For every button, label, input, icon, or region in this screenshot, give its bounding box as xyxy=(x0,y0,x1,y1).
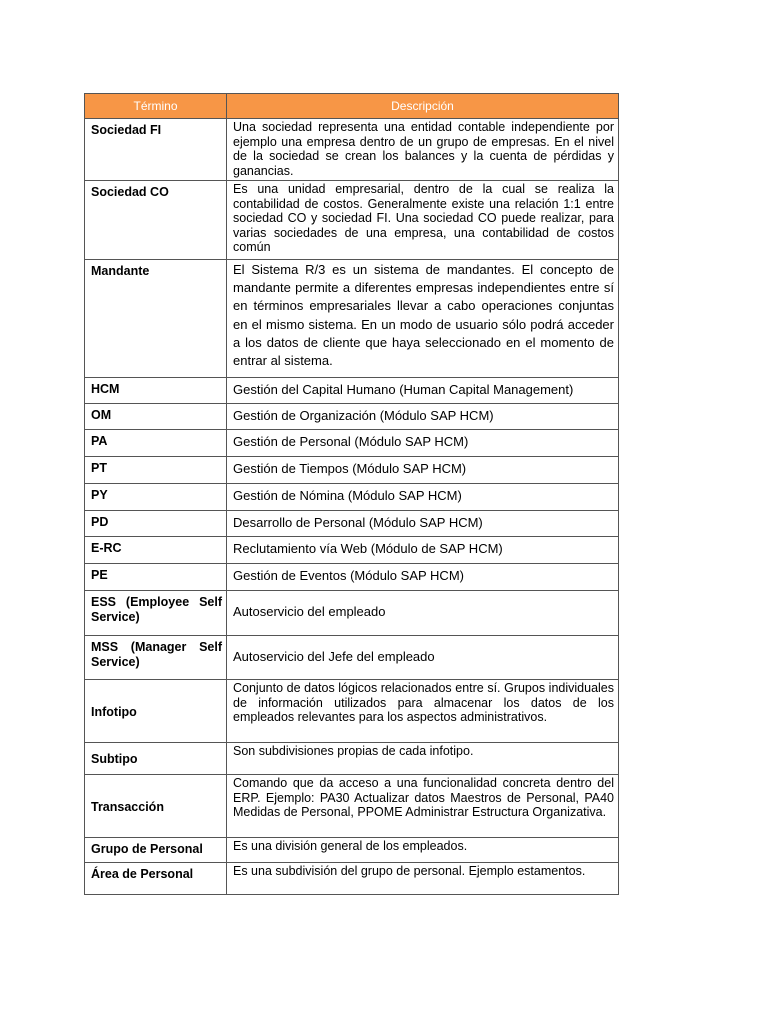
description-cell: Gestión de Personal (Módulo SAP HCM) xyxy=(227,430,619,457)
term-cell: PA xyxy=(85,430,227,457)
table-row xyxy=(85,564,619,591)
table-header-row xyxy=(85,94,619,119)
table-row xyxy=(85,181,619,260)
term-cell: PD xyxy=(85,511,227,537)
table-row xyxy=(85,863,619,895)
term-cell: Subtipo xyxy=(85,743,227,775)
table-row xyxy=(85,378,619,404)
table-row xyxy=(85,680,619,743)
description-cell: Comando que da acceso a una funcionalidad concreta dentro del ERP. Ejemplo: PA30 Actualizar datos Maestros de Personal, PA40 Medidas de Personal, PPOME Administrar Estructura Organizativa. xyxy=(227,775,619,838)
description-cell: Conjunto de datos lógicos relacionados entre sí. Grupos individuales de información utilizados para almacenar los datos de los empleados relevantes para los aspectos administrativos. xyxy=(227,680,619,743)
term-cell: Sociedad FI xyxy=(85,119,227,181)
glossary-table xyxy=(84,93,619,895)
term-cell: ESS (Employee Self Service) xyxy=(85,591,227,636)
description-cell: Es una unidad empresarial, dentro de la cual se realiza la contabilidad de costos. Generalmente existe una relación 1:1 entre sociedad CO y sociedad FI. Una sociedad CO puede realizar, para varias sociedades de una empresa, una contabilidad de costos común xyxy=(227,181,619,260)
description-cell: Autoservicio del empleado xyxy=(227,591,619,636)
term-cell: Grupo de Personal xyxy=(85,838,227,863)
table-row xyxy=(85,119,619,181)
table-row xyxy=(85,457,619,484)
description-cell: Desarrollo de Personal (Módulo SAP HCM) xyxy=(227,511,619,537)
description-cell: Gestión de Organización (Módulo SAP HCM) xyxy=(227,404,619,430)
description-cell: Gestión de Nómina (Módulo SAP HCM) xyxy=(227,484,619,511)
description-cell: Es una división general de los empleados. xyxy=(227,838,619,863)
table-row xyxy=(85,743,619,775)
description-cell: Autoservicio del Jefe del empleado xyxy=(227,636,619,680)
description-cell: Es una subdivisión del grupo de personal. Ejemplo estamentos. xyxy=(227,863,619,895)
description-cell: El Sistema R/3 es un sistema de mandantes. El concepto de mandante permite a diferentes empresas independientes entre sí en términos empresariales llevar a cabo operaciones conjuntas en el mismo sistema. En un modo de usuario sólo podrá acceder a los datos de cliente que haya seleccionado en el momento de entrar al sistema. xyxy=(227,260,619,378)
description-cell: Son subdivisiones propias de cada infotipo. xyxy=(227,743,619,775)
table-row xyxy=(85,511,619,537)
description-cell: Gestión de Tiempos (Módulo SAP HCM) xyxy=(227,457,619,484)
term-cell: OM xyxy=(85,404,227,430)
term-cell: PT xyxy=(85,457,227,484)
term-cell: PY xyxy=(85,484,227,511)
term-column-header: Término xyxy=(85,94,227,119)
term-cell: E-RC xyxy=(85,537,227,564)
table-row xyxy=(85,404,619,430)
description-cell: Gestión del Capital Humano (Human Capital Management) xyxy=(227,378,619,404)
description-cell: Una sociedad representa una entidad contable independiente por ejemplo una empresa dentro de un grupo de empresas. En el nivel de la sociedad se crean los balances y la cuenta de pérdidas y ganancias. xyxy=(227,119,619,181)
table-row xyxy=(85,636,619,680)
term-cell: Transacción xyxy=(85,775,227,838)
table-row xyxy=(85,260,619,378)
table-row xyxy=(85,484,619,511)
table-row xyxy=(85,838,619,863)
description-cell: Reclutamiento vía Web (Módulo de SAP HCM) xyxy=(227,537,619,564)
table-row xyxy=(85,775,619,838)
term-cell: Mandante xyxy=(85,260,227,378)
term-cell: Infotipo xyxy=(85,680,227,743)
term-cell: MSS (Manager Self Service) xyxy=(85,636,227,680)
table-row xyxy=(85,430,619,457)
description-column-header: Descripción xyxy=(227,94,619,119)
term-cell: PE xyxy=(85,564,227,591)
table-row xyxy=(85,537,619,564)
description-cell: Gestión de Eventos (Módulo SAP HCM) xyxy=(227,564,619,591)
table-row xyxy=(85,591,619,636)
term-cell: HCM xyxy=(85,378,227,404)
term-cell: Área de Personal xyxy=(85,863,227,895)
term-cell: Sociedad CO xyxy=(85,181,227,260)
